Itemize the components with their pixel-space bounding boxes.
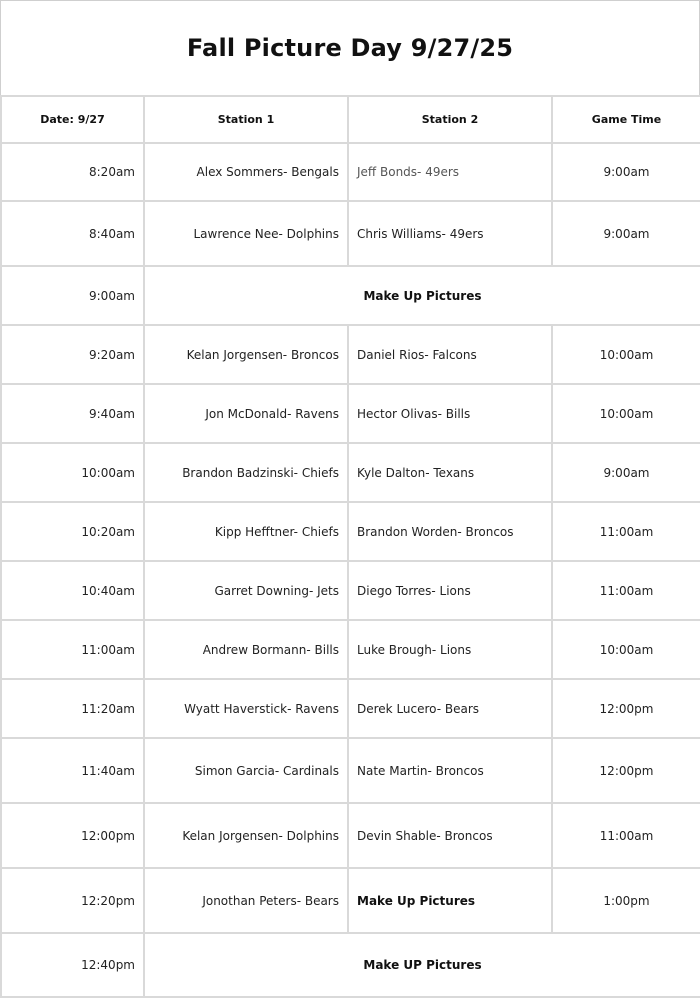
station-1-cell: Garret Downing- Jets (144, 561, 348, 620)
make-up-cell: Make Up Pictures (144, 266, 700, 325)
station-2-cell: Hector Olivas- Bills (348, 384, 552, 443)
time-cell: 12:40pm (1, 933, 144, 997)
station-2-cell: Nate Martin- Broncos (348, 738, 552, 803)
header-station-1: Station 1 (144, 96, 348, 143)
table-row (1, 803, 700, 868)
table-row (1, 201, 700, 266)
station-1-cell: Kelan Jorgensen- Broncos (144, 325, 348, 384)
table-row (1, 384, 700, 443)
time-cell: 8:40am (1, 201, 144, 266)
station-1-cell: Jon McDonald- Ravens (144, 384, 348, 443)
station-2-cell: Derek Lucero- Bears (348, 679, 552, 738)
header-date: Date: 9/27 (1, 96, 144, 143)
table-row (1, 620, 700, 679)
station-2-cell: Daniel Rios- Falcons (348, 325, 552, 384)
table-row (1, 561, 700, 620)
time-cell: 12:00pm (1, 803, 144, 868)
station-1-cell: Wyatt Haverstick- Ravens (144, 679, 348, 738)
station-1-cell: Simon Garcia- Cardinals (144, 738, 348, 803)
game-time-cell: 12:00pm (552, 738, 700, 803)
header-game-time: Game Time (552, 96, 700, 143)
station-1-cell: Lawrence Nee- Dolphins (144, 201, 348, 266)
game-time-cell: 11:00am (552, 502, 700, 561)
table-row (1, 933, 700, 997)
game-time-cell: 9:00am (552, 143, 700, 201)
game-time-cell: 11:00am (552, 561, 700, 620)
station-2-cell: Brandon Worden- Broncos (348, 502, 552, 561)
table-row (1, 738, 700, 803)
game-time-cell: 10:00am (552, 384, 700, 443)
station-1-cell: Andrew Bormann- Bills (144, 620, 348, 679)
station-2-make-up-cell: Make Up Pictures (348, 868, 552, 933)
game-time-cell: 11:00am (552, 803, 700, 868)
time-cell: 10:00am (1, 443, 144, 502)
time-cell: 11:20am (1, 679, 144, 738)
schedule-table (0, 95, 700, 998)
time-cell: 11:00am (1, 620, 144, 679)
time-cell: 10:20am (1, 502, 144, 561)
game-time-cell: 12:00pm (552, 679, 700, 738)
time-cell: 10:40am (1, 561, 144, 620)
time-cell: 9:00am (1, 266, 144, 325)
station-2-cell: Chris Williams- 49ers (348, 201, 552, 266)
table-row (1, 868, 700, 933)
game-time-cell: 10:00am (552, 620, 700, 679)
game-time-cell: 9:00am (552, 201, 700, 266)
station-1-cell: Kelan Jorgensen- Dolphins (144, 803, 348, 868)
time-cell: 9:20am (1, 325, 144, 384)
title-box (0, 0, 700, 95)
table-row (1, 266, 700, 325)
station-2-cell: Kyle Dalton- Texans (348, 443, 552, 502)
station-2-cell: Jeff Bonds- 49ers (348, 143, 552, 201)
game-time-cell: 9:00am (552, 443, 700, 502)
station-1-cell: Jonothan Peters- Bears (144, 868, 348, 933)
station-2-cell: Devin Shable- Broncos (348, 803, 552, 868)
station-2-cell: Diego Torres- Lions (348, 561, 552, 620)
time-cell: 11:40am (1, 738, 144, 803)
station-1-cell: Brandon Badzinski- Chiefs (144, 443, 348, 502)
game-time-cell: 10:00am (552, 325, 700, 384)
game-time-cell: 1:00pm (552, 868, 700, 933)
time-cell: 8:20am (1, 143, 144, 201)
station-1-cell: Alex Sommers- Bengals (144, 143, 348, 201)
table-row (1, 325, 700, 384)
time-cell: 12:20pm (1, 868, 144, 933)
page-title: Fall Picture Day 9/27/25 (186, 34, 514, 62)
table-row (1, 679, 700, 738)
header-row (1, 96, 700, 143)
table-row (1, 143, 700, 201)
table-row (1, 502, 700, 561)
make-up-cell: Make UP Pictures (144, 933, 700, 997)
table-row (1, 443, 700, 502)
time-cell: 9:40am (1, 384, 144, 443)
header-station-2: Station 2 (348, 96, 552, 143)
station-2-cell: Luke Brough- Lions (348, 620, 552, 679)
station-1-cell: Kipp Hefftner- Chiefs (144, 502, 348, 561)
